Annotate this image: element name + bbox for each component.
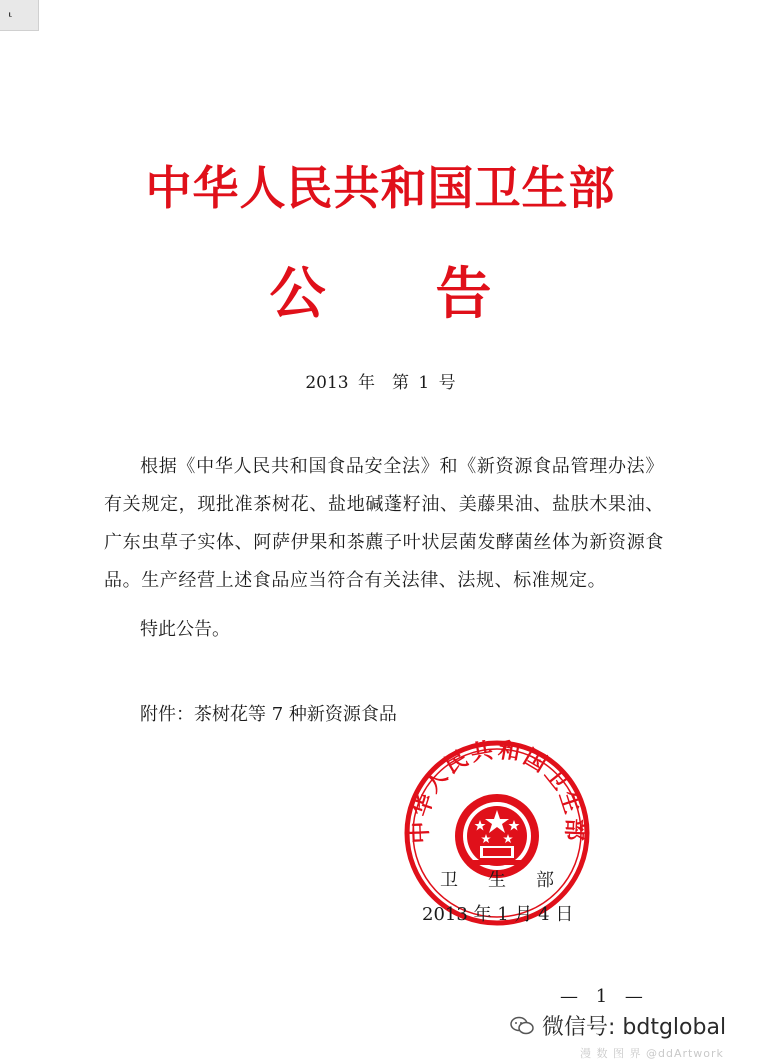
document-subtitle: 公告 xyxy=(269,262,602,327)
signature-organization: 卫生部 xyxy=(440,870,584,891)
corner-glyph: ⸤ xyxy=(8,4,13,18)
seal-ring-textpath: 中华人民共和国卫生部 xyxy=(407,738,587,844)
announcement-body: 根据《中华人民共和国食品安全法》和《新资源食品管理办法》有关规定，现批准茶树花、盐地碱蓬籽油、美藤果油、盐肤木果油、广东虫草子实体、阿萨伊果和茶藨子叶状层菌发酵菌丝体为新资源食品。生产经营上述食品应当符合有关法律、法规、标准规定。 xyxy=(104,456,664,591)
wechat-icon xyxy=(510,1016,534,1036)
wechat-footer xyxy=(510,1010,726,1041)
page-number: — 1 — xyxy=(560,986,649,1007)
signature-date: 2013 年 1 月 4 日 xyxy=(422,904,574,925)
wechat-id-label: 微信号: bdtglobal xyxy=(542,1015,727,1040)
attachment-line: 附件：茶树花等 7 种新资源食品 xyxy=(140,704,397,725)
watermark: 漫 数 图 界 @ddArtwork xyxy=(580,1047,724,1060)
scan-corner-mark xyxy=(0,0,39,31)
closing-line: 特此公告。 xyxy=(140,619,230,640)
document-number: 2013 年 第 1 号 xyxy=(305,373,456,393)
document-title: 中华人民共和国卫生部 xyxy=(145,161,616,215)
